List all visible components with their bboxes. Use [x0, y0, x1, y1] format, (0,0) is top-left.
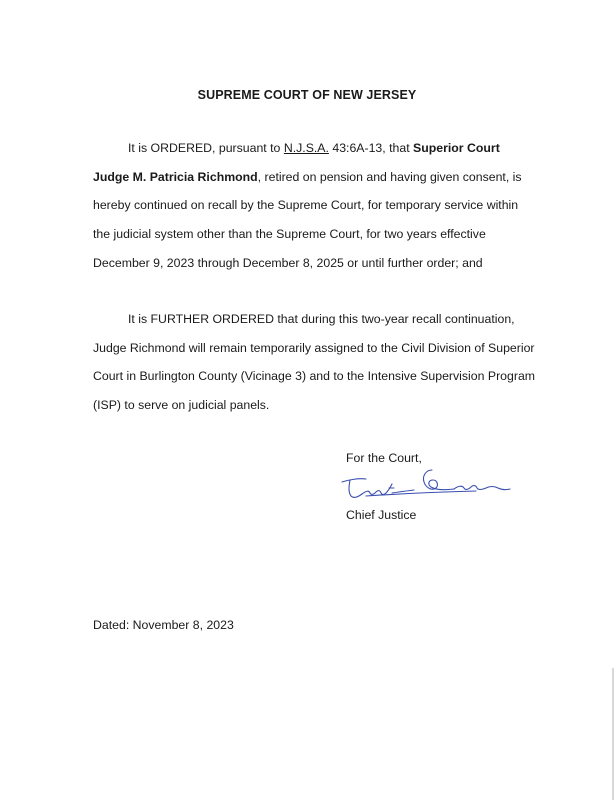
order-paragraph-2: [93, 305, 536, 420]
chief-justice-title: Chief Justice: [346, 508, 417, 522]
court-name-bold: Superior Court: [413, 141, 500, 155]
paragraph-2-line-2: Judge Richmond will remain temporarily assigned to the Civil Division of Superior: [93, 340, 535, 355]
paragraph-1-line-5: December 9, 2023 through December 8, 2025 or until further order; and: [93, 255, 483, 270]
paragraph-2-line-1: It is FURTHER ORDERED that during this two-year recall continuation,: [128, 312, 515, 326]
paragraph-1-line-2: [93, 163, 525, 192]
page-title: SUPREME COURT OF NEW JERSEY: [197, 88, 417, 102]
dated-line: Dated: November 8, 2023: [93, 618, 234, 632]
order-intro-text: It is ORDERED, pursuant to: [128, 141, 284, 155]
paragraph-1-line-4: the judicial system other than the Supreme Court, for two years effective: [93, 227, 486, 242]
judge-name-bold: Judge M. Patricia Richmond: [93, 169, 258, 184]
paragraph-1-line-1: [93, 134, 525, 163]
paragraph-2-line-3: Court in Burlington County (Vicinage 3) and to the Intensive Supervision Program: [93, 369, 536, 384]
consent-text: , retired on pension and having given consent, is: [257, 169, 522, 184]
statute-citation: N.J.S.A.: [283, 141, 329, 155]
statute-section-text: 43:6A-13, that: [328, 141, 414, 155]
paragraph-2-line-4: (ISP) to serve on judicial panels.: [93, 398, 270, 413]
order-paragraph-1: [93, 134, 525, 278]
signature-image: [336, 464, 516, 504]
for-the-court-label: For the Court,: [346, 451, 422, 465]
paragraph-1-line-3: hereby continued on recall by the Supreme Court, for temporary service within: [93, 198, 519, 213]
